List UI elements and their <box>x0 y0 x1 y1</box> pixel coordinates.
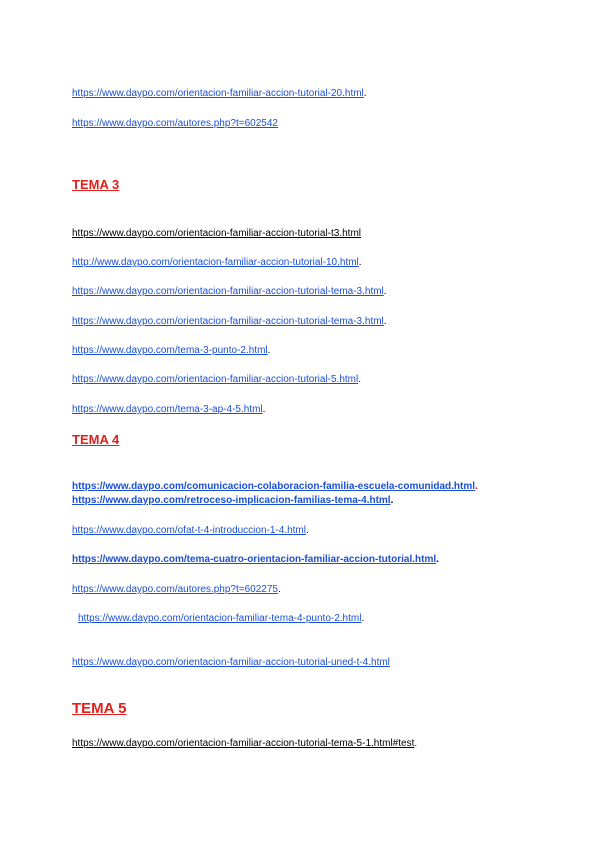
link-suffix: . <box>383 286 387 297</box>
link-suffix: . <box>414 738 418 749</box>
link-line <box>72 316 387 328</box>
link[interactable]: https://www.daypo.com/orientacion-familiar-tema-4-punto-2.html <box>78 613 362 624</box>
link-suffix: . <box>277 584 281 595</box>
section-heading-tema-5: TEMA 5 <box>72 700 127 717</box>
link[interactable]: https://www.daypo.com/orientacion-familiar-accion-tutorial-tema-5-1.html#test <box>72 738 415 749</box>
link-line <box>72 118 278 130</box>
link[interactable]: https://www.daypo.com/orientacion-familiar-accion-tutorial-20.html <box>72 88 364 99</box>
link-line <box>72 495 393 507</box>
link[interactable]: https://www.daypo.com/retroceso-implicacion-familias-tema-4.html <box>72 495 391 506</box>
link-suffix: . <box>267 345 271 356</box>
link-line <box>72 481 478 493</box>
link-line <box>72 554 439 566</box>
link-line <box>72 404 265 416</box>
link-suffix: . <box>358 257 362 268</box>
link-suffix: . <box>383 316 387 327</box>
link[interactable]: https://www.daypo.com/autores.php?t=602275 <box>72 584 278 595</box>
link[interactable]: https://www.daypo.com/orientacion-familiar-accion-tutorial-5.html <box>72 374 359 385</box>
link-suffix: . <box>475 481 478 492</box>
link[interactable]: https://www.daypo.com/ofat-t-4-introduccion-1-4.html <box>72 525 306 536</box>
section-heading-tema-4: TEMA 4 <box>72 432 120 447</box>
link[interactable]: https://www.daypo.com/autores.php?t=602542 <box>72 118 278 129</box>
link-suffix: . <box>363 88 367 99</box>
link[interactable]: https://www.daypo.com/orientacion-familiar-accion-tutorial-t3.html <box>72 228 361 239</box>
link[interactable]: https://www.daypo.com/comunicacion-colaboracion-familia-escuela-comunidad.html <box>72 481 476 492</box>
link[interactable]: https://www.daypo.com/orientacion-familiar-accion-tutorial-tema-3.html <box>72 286 384 297</box>
link-suffix: . <box>262 404 266 415</box>
link-line <box>72 88 367 100</box>
link-line <box>72 286 387 298</box>
link-line <box>72 657 390 669</box>
link[interactable]: https://www.daypo.com/orientacion-familiar-accion-tutorial-uned-t-4.html <box>72 657 390 668</box>
link-suffix: . <box>361 613 365 624</box>
section-heading-tema-3: TEMA 3 <box>72 177 120 192</box>
link-suffix: . <box>436 554 439 565</box>
link-line <box>72 374 361 386</box>
link-suffix: . <box>390 495 394 506</box>
link[interactable]: https://www.daypo.com/tema-3-punto-2.html <box>72 345 268 356</box>
link[interactable]: https://www.daypo.com/orientacion-familiar-accion-tutorial-tema-3.html <box>72 316 384 327</box>
link[interactable]: https://www.daypo.com/tema-cuatro-orientacion-familiar-accion-tutorial.html <box>72 554 437 565</box>
link-line <box>72 345 270 357</box>
link-line <box>72 584 281 596</box>
link[interactable]: https://www.daypo.com/tema-3-ap-4-5.html <box>72 404 263 415</box>
link-line <box>72 738 417 750</box>
link-line <box>72 525 309 537</box>
link-suffix: . <box>358 374 362 385</box>
link-line <box>72 228 361 240</box>
link-line <box>78 613 364 625</box>
link-suffix: . <box>305 525 309 536</box>
link[interactable]: http://www.daypo.com/orientacion-familiar-accion-tutorial-10.html <box>72 257 359 268</box>
link-line <box>72 257 362 269</box>
